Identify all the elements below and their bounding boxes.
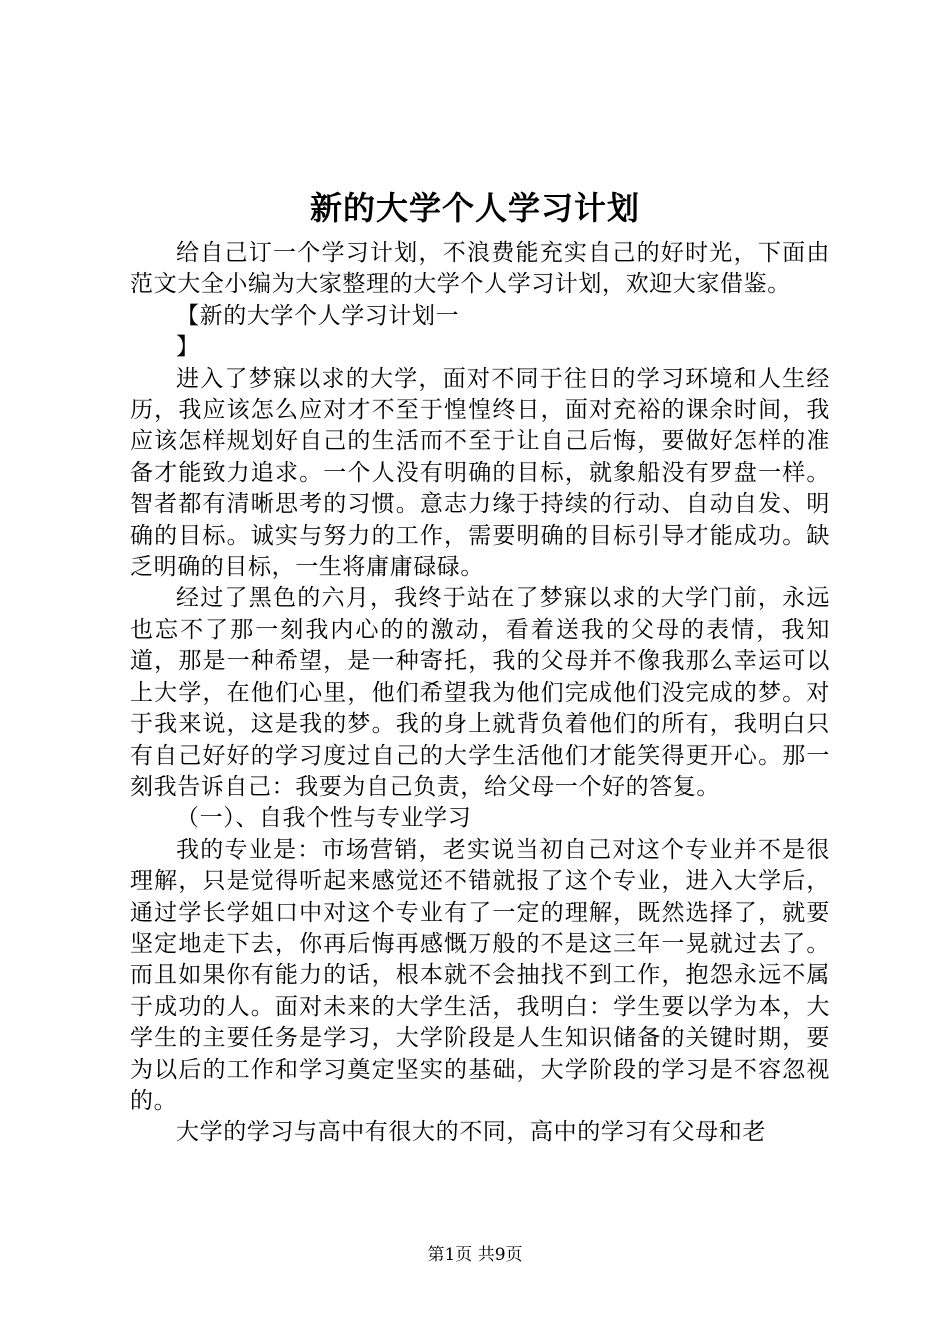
- body-paragraph: 我的专业是：市场营销，老实说当初自己对这个专业并不是很理解，只是觉得听起来感觉还不错就报了这个专业，进入大学后，通过学长学姐口中对这个专业有了一定的理解，既然选择了，就要坚定地走下去，你再后悔再感慨万般的不是这三年一晃就过去了。而且如果你有能力的话，根本就不会抽找不到工作，抱怨永远不属于成功的人。面对未来的大学生活，我明白：学生要以学为本，大学生的主要任务是学习，大学阶段是人生知识储备的关键时期，要为以后的工作和学习奠定坚实的基础，大学阶段的学习是不容忽视的。: [130, 836, 830, 1114]
- section-heading-close: 】: [176, 334, 200, 361]
- document-body: [130, 238, 830, 1149]
- section-heading: [130, 301, 830, 364]
- intro-paragraph: 给自己订一个学习计划，不浪费能充实自己的好时光，下面由范文大全小编为大家整理的大学个人学习计划，欢迎大家借鉴。: [130, 240, 830, 298]
- section-heading-text: 【新的大学个人学习计划一: [176, 302, 460, 329]
- document-title: 新的大学个人学习计划: [309, 189, 640, 227]
- subsection-heading: （一）、自我个性与专业学习: [176, 805, 472, 832]
- body-paragraph: 进入了梦寐以求的大学，面对不同于往日的学习环境和人生经历，我应该怎么应对才不至于惶惶终日，面对充裕的课余时间，我应该怎样规划好自己的生活而不至于让自己后悔，要做好怎样的准备才能致力追求。一个人没有明确的目标，就象船没有罗盘一样。智者都有清晰思考的习惯。意志力缘于持续的行动、自动自发、明确的目标。诚实与努力的工作，需要明确的目标引导才能成功。缺乏明确的目标，一生将庸庸碌碌。: [130, 365, 830, 581]
- page-footer: 第1页 共9页: [427, 1245, 523, 1265]
- body-paragraph: 大学的学习与高中有很大的不同，高中的学习有父母和老: [176, 1119, 766, 1146]
- body-paragraph: 经过了黑色的六月，我终于站在了梦寐以求的大学门前，永远也忘不了那一刻我内心的的激动，看着送我的父母的表情，我知道，那是一种希望，是一种寄托，我的父母并不像我那么幸运可以上大学，在他们心里，他们希望我为他们完成他们没完成的梦。对于我来说，这是我的梦。我的身上就背负着他们的所有，我明白只有自己好好的学习度过自己的大学生活他们才能笑得更开心。那一刻我告诉自己：我要为自己负责，给父母一个好的答复。: [130, 585, 830, 800]
